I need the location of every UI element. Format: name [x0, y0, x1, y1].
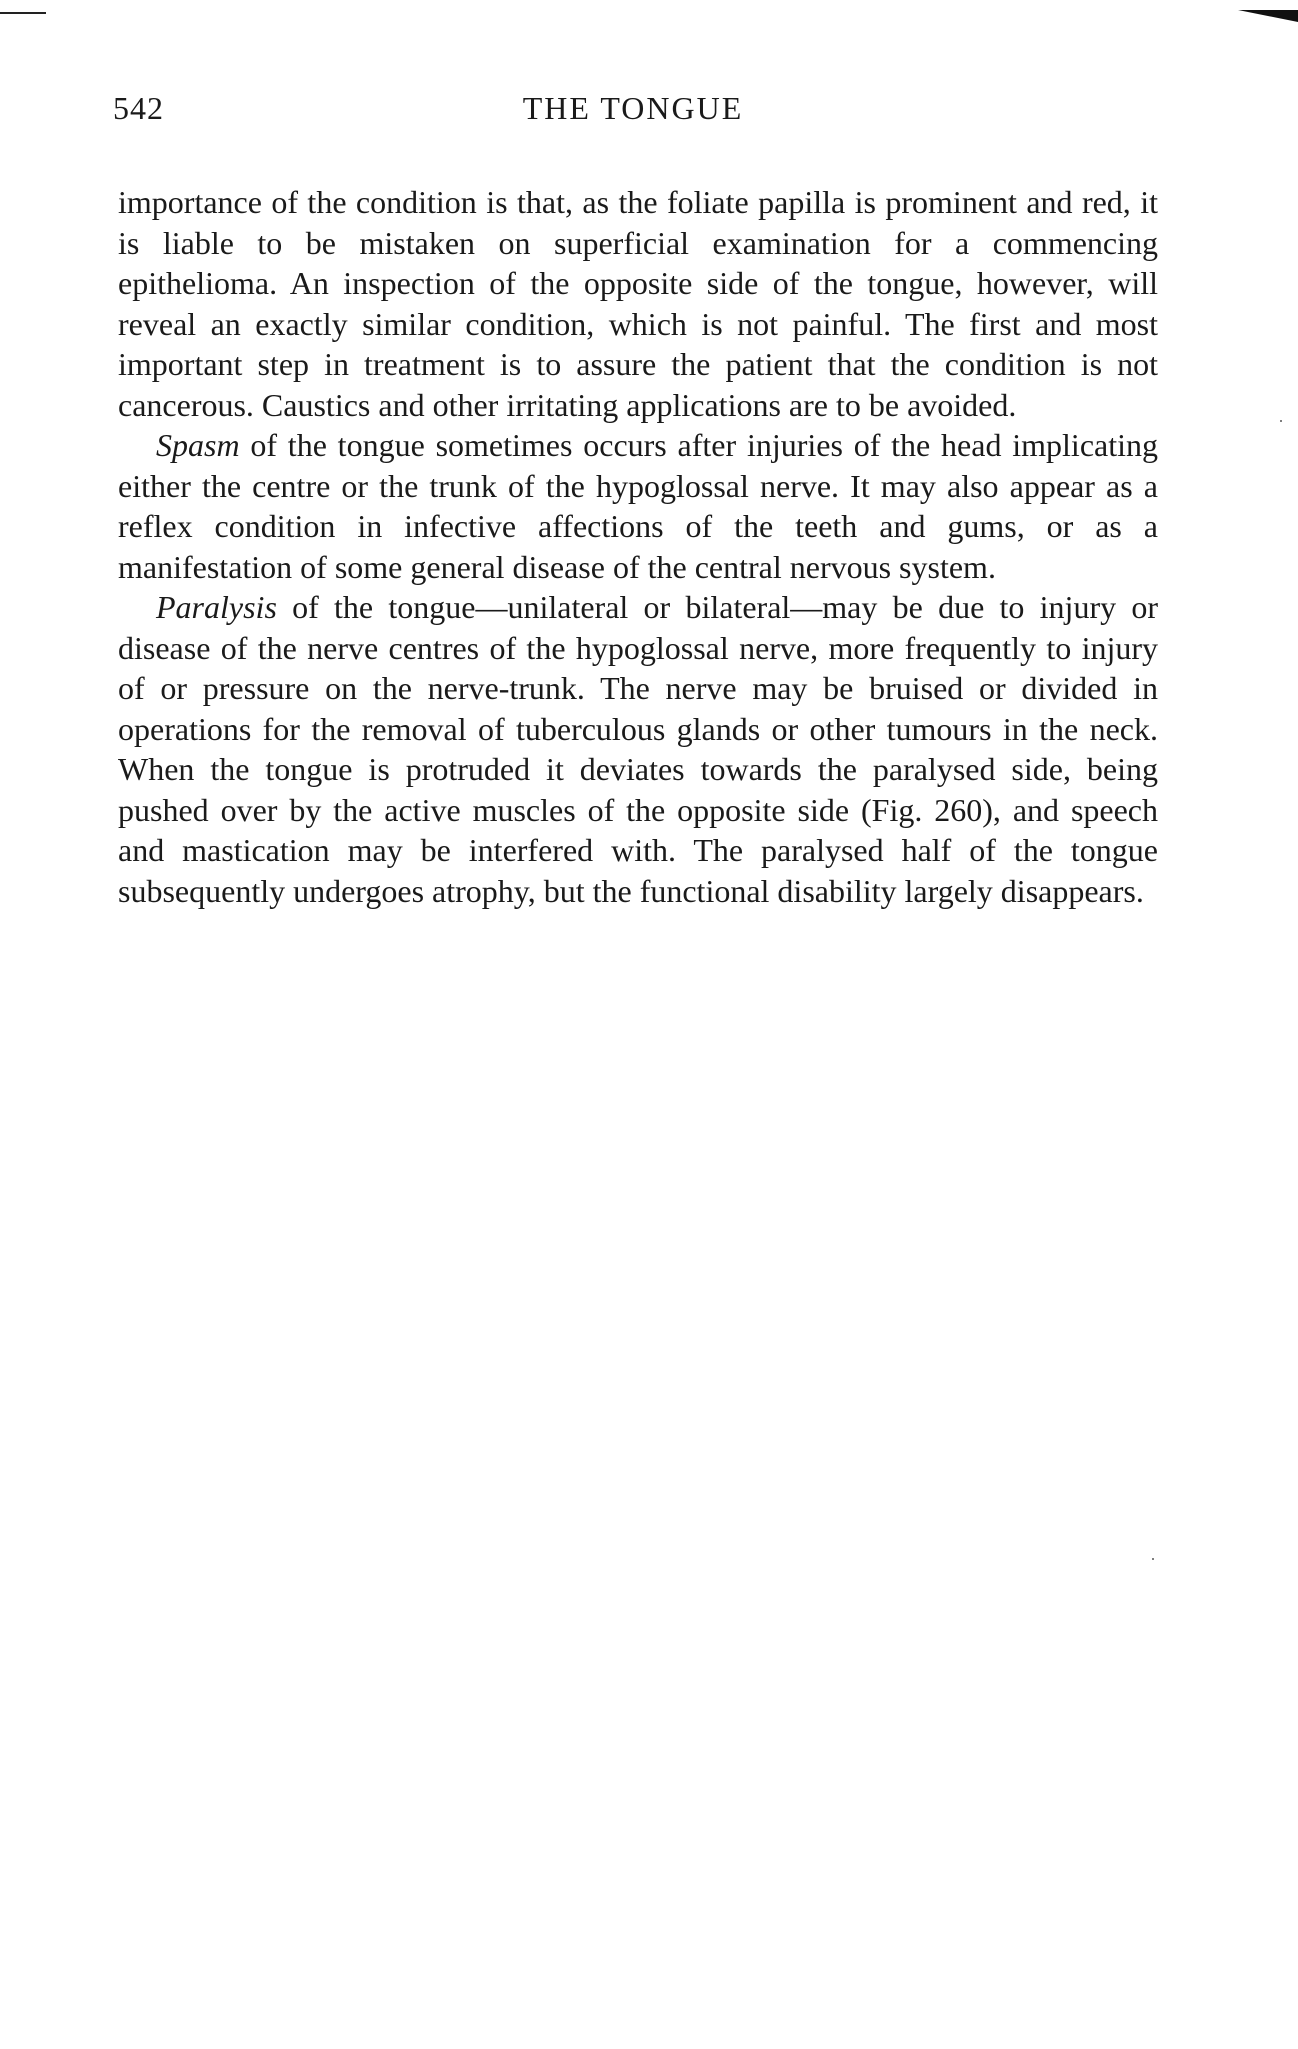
paragraph-text: of the tongue—unilateral or bilateral—may be due to injury or disease of the nerve centres of the hypoglossal nerve, more frequently to injury of or pressure on the nerve-trunk. The nerve may be bruised or divided in operations for the removal of tuberculous glands or other tumours in the neck. When the tongue is protruded it deviates towards the paralysed side, being pushed over by the active muscles of the opposite side (Fig. 260), and speech and mastication may be interfered with. The paralysed half of the tongue subsequently undergoes atrophy, but the functional disability largely disappears.	[118, 589, 1158, 909]
paragraph-continuation	[118, 182, 1158, 425]
paragraph-text: of the tongue sometimes occurs after injuries of the head implicating either the centre or the trunk of the hypoglossal nerve. It may also appear as a reflex condition in infective affections of the teeth and gums, or as a manifestation of some general disease of the central nervous system.	[118, 427, 1158, 585]
corner-rule	[0, 12, 46, 14]
corner-mark	[1238, 10, 1298, 22]
scan-speck	[1152, 1558, 1154, 1560]
paragraph-spasm	[118, 425, 1158, 587]
paragraph-text: importance of the condition is that, as the foliate papilla is prominent and red, it is liable to be mistaken on superficial examination for a commencing epithelioma. An inspection of the opposite side of the tongue, however, will reveal an exactly similar condition, which is not painful. The first and most important step in treatment is to assure the patient that the condition is not cancerous. Caustics and other irritating applications are to be avoided.	[118, 184, 1158, 423]
paragraph-lead-term: Spasm	[156, 427, 240, 463]
paragraph-paralysis	[118, 587, 1158, 911]
body-text	[118, 182, 1158, 911]
paragraph-lead-term: Paralysis	[156, 589, 277, 625]
page-number: 542	[113, 90, 164, 126]
running-title: THE TONGUE	[522, 90, 744, 126]
running-head	[113, 90, 1153, 134]
scan-speck	[1280, 420, 1282, 422]
